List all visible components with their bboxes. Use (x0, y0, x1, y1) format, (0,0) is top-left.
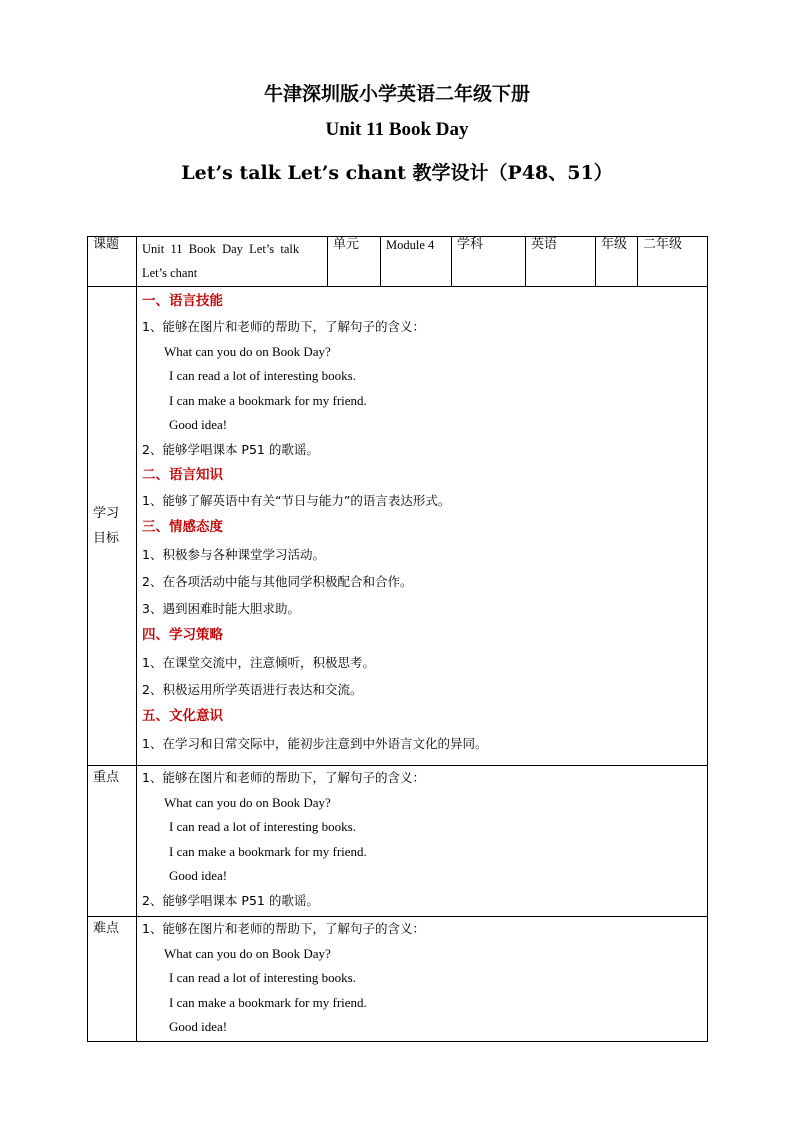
objectives-row (88, 287, 708, 766)
key-points-content (137, 766, 708, 917)
lesson-plan-table (87, 236, 708, 1042)
subject-value: 英语 (526, 237, 596, 287)
list-item: 1、能够在图片和老师的帮助下，了解句子的含义： (142, 770, 425, 785)
list-item: 2、积极运用所学英语进行表达和交流。 (142, 681, 363, 697)
list-item: 1、能够在图片和老师的帮助下，了解句子的含义： (142, 921, 425, 936)
section-heading: 一、语言技能 (142, 293, 223, 309)
difficulties-content (137, 917, 708, 1042)
example-sentence: What can you do on Book Day? (164, 945, 331, 961)
list-item: 1、在学习和日常交际中，能初步注意到中外语言文化的异同。 (142, 735, 488, 751)
example-sentence: I can make a bookmark for my friend. (169, 392, 367, 408)
grade-value: 二年级 (638, 237, 708, 287)
list-item: 1、能够了解英语中有关“节日与能力”的语言表达形式。 (142, 493, 451, 508)
section-heading: 四、学习策略 (142, 626, 223, 643)
example-sentence: Good idea! (169, 417, 228, 432)
topic-value-line1: Unit 11 Book Day Let’s talk (142, 242, 300, 256)
key-points-label: 重点 (88, 766, 137, 917)
example-sentence: I can read a lot of interesting books. (169, 819, 356, 834)
topic-value (137, 237, 328, 287)
list-item: 2、能够学唱课本 P51 的歌谣。 (142, 441, 319, 457)
example-sentence: What can you do on Book Day? (164, 343, 331, 359)
unit-value: Module 4 (381, 237, 452, 287)
grade-label: 年级 (596, 237, 638, 287)
example-sentence: I can make a bookmark for my friend. (169, 994, 367, 1010)
topic-label: 课题 (88, 237, 137, 287)
example-sentence: What can you do on Book Day? (164, 794, 331, 810)
topic-value-line2: Let’s chant (142, 266, 198, 280)
section-heading: 五、文化意识 (142, 707, 223, 724)
section-heading: 二、语言知识 (142, 467, 223, 483)
objectives-label (88, 287, 137, 766)
list-item: 1、能够在图片和老师的帮助下，了解句子的含义： (142, 319, 425, 334)
example-sentence: I can read a lot of interesting books. (169, 970, 356, 985)
list-item: 3、遇到困难时能大胆求助。 (142, 600, 300, 616)
header-row (88, 237, 708, 287)
key-points-row (88, 766, 708, 917)
document-title: 牛津深圳版小学英语二年级下册 (263, 83, 530, 105)
objectives-label-line2: 目标 (93, 531, 120, 546)
unit-title: Unit 11 Book Day (325, 119, 469, 140)
objectives-content (137, 287, 708, 766)
example-sentence: Good idea! (169, 868, 228, 883)
section-heading: 三、情感态度 (142, 518, 223, 535)
example-sentence: I can make a bookmark for my friend. (169, 843, 367, 859)
list-item: 1、在课堂交流中，注意倾听，积极思考。 (142, 654, 375, 670)
lesson-title: Let’s talk Let’s chant 教学设计（P48、51） (181, 162, 613, 184)
list-item: 1、积极参与各种课堂学习活动。 (142, 546, 325, 562)
list-item: 2、在各项活动中能与其他同学积极配合和合作。 (142, 573, 413, 589)
example-sentence: Good idea! (169, 1019, 228, 1034)
difficulties-label: 难点 (88, 917, 137, 1042)
example-sentence: I can read a lot of interesting books. (169, 368, 356, 383)
list-item: 2、能够学唱课本 P51 的歌谣。 (142, 892, 319, 908)
unit-label: 单元 (328, 237, 381, 287)
objectives-label-line1: 学习 (93, 506, 120, 521)
subject-label: 学科 (452, 237, 526, 287)
difficulties-row (88, 917, 708, 1042)
